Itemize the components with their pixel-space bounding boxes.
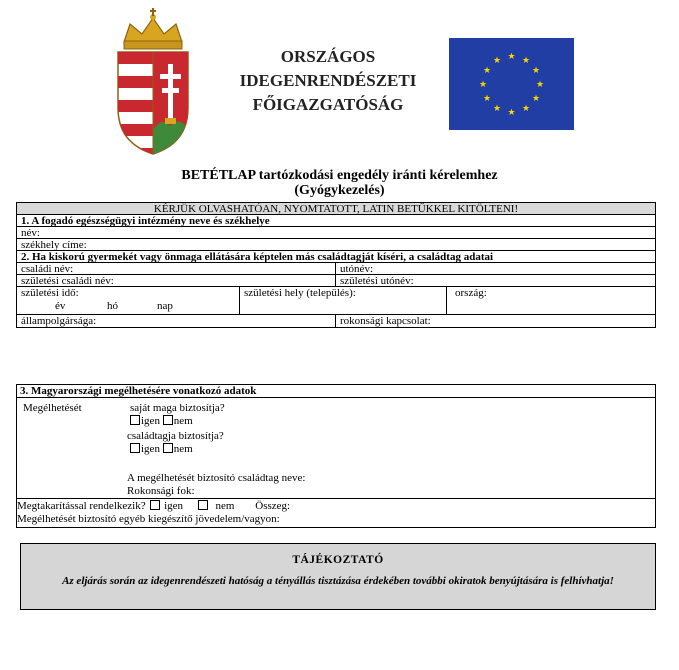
organization-name — [218, 45, 438, 117]
day-label: nap — [157, 300, 173, 312]
svg-text:★: ★ — [507, 108, 516, 118]
self-yes-label: igen — [141, 415, 160, 427]
family-name-field[interactable]: családi név: — [21, 263, 74, 275]
relationship-field[interactable]: rokonsági kapcsolat: — [335, 315, 655, 327]
citizenship-field[interactable]: állampolgársága: — [21, 315, 97, 327]
institution-seat-field[interactable]: székhely címe: — [17, 239, 655, 251]
family-yes-checkbox[interactable] — [130, 443, 140, 453]
svg-text:★: ★ — [492, 56, 502, 66]
self-yes-checkbox[interactable] — [130, 415, 140, 425]
citizenship-row — [17, 315, 655, 327]
self-no-checkbox[interactable] — [163, 415, 173, 425]
svg-text:★: ★ — [535, 80, 545, 90]
birth-date-field[interactable] — [17, 287, 239, 314]
org-line-3: FŐIGAZGATÓSÁG — [252, 95, 404, 114]
applicant-data-table — [16, 202, 656, 328]
information-box — [20, 543, 656, 610]
other-income-field[interactable]: Megélhetését biztosító egyéb kiegészítő jövedelem/vagyon: — [17, 513, 280, 525]
org-line-2: IDEGENRENDÉSZETI — [239, 71, 417, 90]
family-no-checkbox[interactable] — [163, 443, 173, 453]
section-3-title: 3. Magyarországi megélhetésére vonatkozó adatok — [17, 385, 655, 398]
birth-place-field[interactable]: születési hely (település): — [239, 287, 446, 314]
kinship-degree-field[interactable]: Rokonsági fok: — [127, 485, 195, 497]
instruction-header: KÉRJÜK OLVASHATÓAN, NYOMTATOTT, LATIN BETŰKKEL KITÖLTENI! — [17, 203, 655, 215]
birth-name-row — [17, 275, 655, 287]
livelihood-label: Megélhetését — [23, 402, 82, 414]
family-no-label: nem — [173, 443, 193, 455]
family-row — [17, 263, 655, 275]
section-1-title: 1. A fogadó egészségügyi intézmény neve és székhelye — [17, 215, 655, 227]
form-title-line-1: BETÉTLAP tartózkodási engedély iránti kérelemhez — [181, 168, 498, 183]
svg-text:★: ★ — [482, 94, 492, 104]
birth-date-label: születési idő: — [21, 287, 79, 299]
given-name-field[interactable]: utónév: — [335, 263, 655, 274]
savings-yes-label: igen — [164, 500, 184, 512]
livelihood-section — [16, 384, 656, 528]
family-support-question: családtagja biztosítja? — [127, 430, 224, 442]
hungarian-coat-of-arms-icon — [110, 8, 196, 156]
org-line-1: ORSZÁGOS — [280, 47, 376, 66]
family-yes-label: igen — [141, 443, 160, 455]
family-support-options — [130, 443, 193, 455]
svg-text:★: ★ — [521, 56, 531, 66]
svg-text:★: ★ — [531, 94, 541, 104]
savings-row — [17, 500, 290, 512]
birth-family-name-field[interactable]: születési családi név: — [21, 275, 114, 287]
savings-yes-checkbox[interactable] — [150, 500, 160, 510]
svg-text:★: ★ — [531, 66, 541, 76]
section-2-title: 2. Ha kiskorú gyermekét vagy önmaga ellátására képtelen más családtagját kíséri, a családtag adatai — [17, 251, 655, 263]
info-text: Az eljárás során az idegenrendészeti hatóság a tényállás tisztázása érdekében további okiratok benyújtására is felhívhatja! — [62, 575, 614, 587]
self-support-question: saját maga biztosítja? — [130, 402, 225, 414]
info-title: TÁJÉKOZTATÓ — [292, 554, 384, 566]
month-label: hó — [107, 300, 118, 312]
self-support-options — [130, 415, 193, 427]
birth-given-name-field[interactable]: születési utónév: — [335, 275, 655, 286]
country-field[interactable]: ország: — [446, 287, 655, 314]
svg-text:★: ★ — [492, 104, 502, 114]
year-label: év — [55, 300, 66, 312]
institution-name-field[interactable]: név: — [17, 227, 655, 239]
provider-name-field[interactable]: A megélhetését biztosító családtag neve: — [127, 472, 306, 484]
savings-question: Megtakarítással rendelkezik? — [17, 500, 146, 512]
section-3-divider — [17, 498, 655, 499]
svg-text:★: ★ — [478, 80, 488, 90]
eu-flag-icon — [449, 38, 574, 130]
savings-no-label: nem — [215, 500, 235, 512]
form-title-line-2: (Gyógykezelés) — [294, 183, 385, 198]
amount-field[interactable]: Összeg: — [255, 500, 291, 512]
svg-text:★: ★ — [507, 52, 516, 62]
savings-no-checkbox[interactable] — [198, 500, 208, 510]
form-title — [0, 168, 679, 198]
svg-text:★: ★ — [482, 66, 492, 76]
svg-text:★: ★ — [521, 104, 531, 114]
self-no-label: nem — [173, 415, 193, 427]
birth-data-row — [17, 287, 655, 315]
